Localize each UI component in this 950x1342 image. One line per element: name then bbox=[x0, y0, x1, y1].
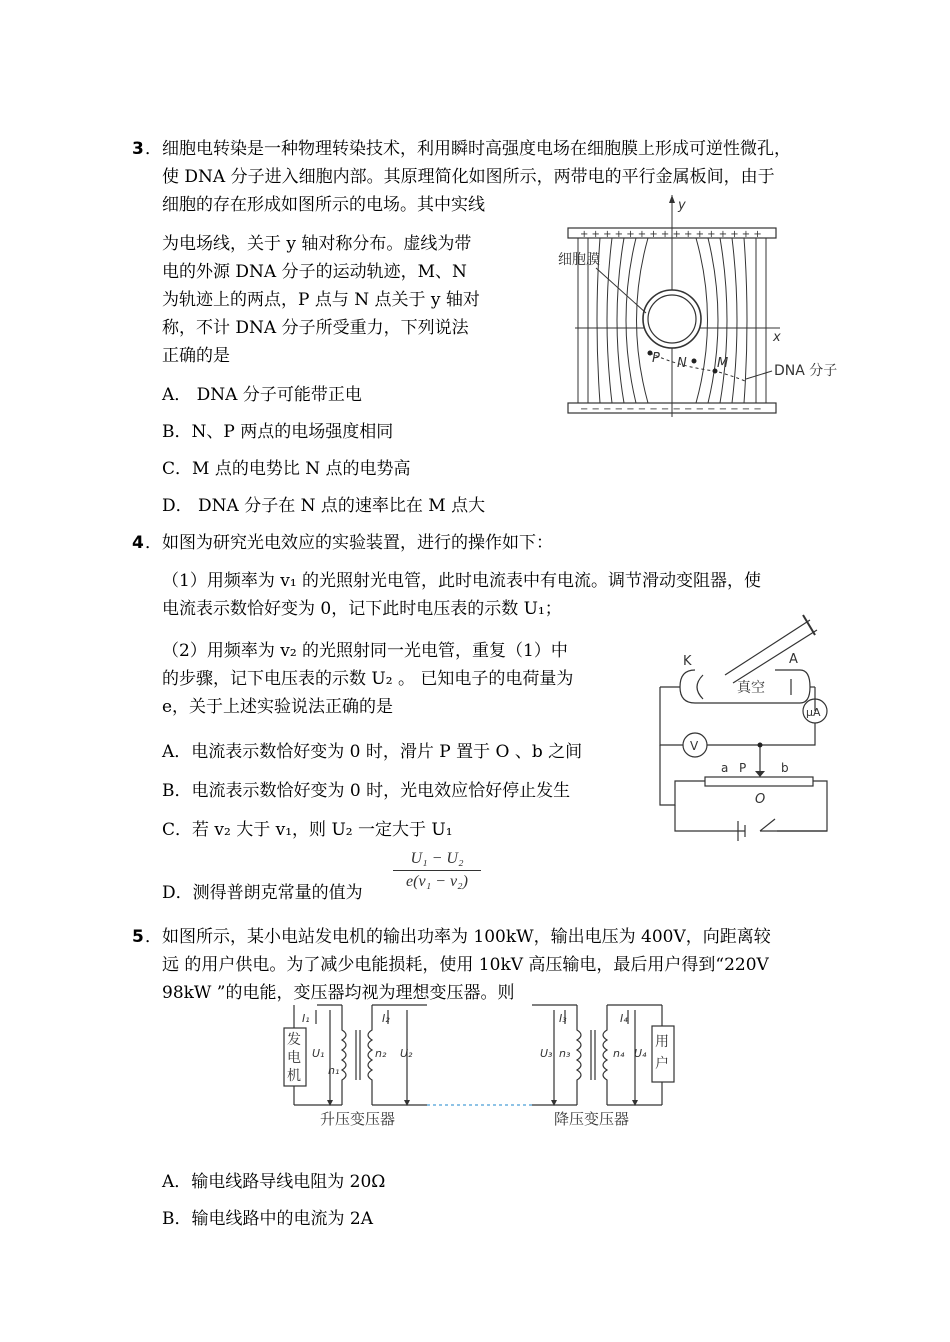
electric-field-figure bbox=[550, 195, 850, 420]
q5-line3: 98kW ”的电能，变压器均视为理想变压器。则 bbox=[162, 983, 515, 1003]
voltmeter-label: V bbox=[690, 739, 699, 753]
generator-char-2: 电 bbox=[287, 1050, 301, 1066]
q3-line2: 使 DNA 分子进入细胞内部。其原理简化如图所示，两带电的平行金属板间，由于 bbox=[162, 167, 775, 187]
svg-text:+ + + + + + + + + + + + + + +: + + + + + + + + + + + + + + + + bbox=[580, 229, 762, 240]
q3-line3: 细胞的存在形成如图所示的电场。其中实线 bbox=[162, 195, 485, 215]
u1-label: U₁ bbox=[312, 1047, 325, 1060]
q3-option-d[interactable]: D． DNA 分子在 N 点的速率比在 M 点大 bbox=[162, 496, 486, 516]
q3-line6: 为轨迹上的两点，P 点与 N 点关于 y 轴对 bbox=[162, 290, 480, 310]
q4-step2c: e，关于上述实验说法正确的是 bbox=[162, 697, 394, 717]
n3-label: n₃ bbox=[559, 1047, 571, 1060]
q3-option-a[interactable]: A． DNA 分子可能带正电 bbox=[162, 385, 362, 405]
generator-char-3: 机 bbox=[287, 1068, 301, 1084]
anode-label: A bbox=[789, 652, 798, 667]
svg-text:− − − − − − − − − − − − − − −: − − − − − − − − − − − − − − − − bbox=[580, 404, 762, 415]
q3-line4: 为电场线，关于 y 轴对称分布。虚线为带 bbox=[162, 234, 472, 254]
q4-option-c[interactable]: C．若 v₂ 大于 v₁，则 U₂ 一定大于 U₁ bbox=[162, 820, 453, 840]
q3-line1: ．细胞电转染是一种物理转染技术，利用瞬时高强度电场在细胞膜上形成可逆性微孔， bbox=[145, 139, 791, 159]
q3-line5: 电的外源 DNA 分子的运动轨迹，M、N bbox=[162, 262, 467, 282]
q4-number: 4 bbox=[132, 533, 144, 553]
u3-label: U₃ bbox=[540, 1047, 553, 1060]
q5-option-b[interactable]: B．输电线路中的电流为 2A bbox=[162, 1209, 373, 1229]
q4-option-a[interactable]: A．电流表示数恰好变为 0 时，滑片 P 置于 O 、b 之间 bbox=[162, 742, 583, 762]
point-m-label: M bbox=[717, 356, 729, 371]
q3-number: 3 bbox=[132, 139, 144, 159]
q5-number: 5 bbox=[132, 927, 144, 947]
u4-label: U₄ bbox=[634, 1047, 647, 1060]
dna-label: DNA 分子 bbox=[774, 363, 838, 379]
fraction-numerator: U₁ − U₂ bbox=[410, 850, 464, 867]
membrane-label: 细胞膜 bbox=[558, 252, 600, 268]
q3-line7: 称，不计 DNA 分子所受重力，下列说法 bbox=[162, 318, 469, 338]
y-axis-label: y bbox=[678, 198, 686, 213]
slider-p-label: P bbox=[739, 761, 747, 775]
q5-option-a[interactable]: A．输电线路导线电阻为 20Ω bbox=[162, 1172, 386, 1192]
n4-label: n₄ bbox=[613, 1047, 625, 1060]
point-o-label: O bbox=[755, 792, 766, 807]
q4-step1b: 电流表示数恰好变为 0，记下此时电压表的示数 U₁； bbox=[162, 599, 562, 619]
q3-line8: 正确的是 bbox=[162, 346, 230, 366]
point-n-label: N bbox=[677, 356, 687, 371]
planck-fraction bbox=[393, 850, 481, 891]
step-down-label: 降压变压器 bbox=[554, 1110, 630, 1128]
i4-label: I₄ bbox=[620, 1012, 628, 1025]
i2-label: I₂ bbox=[382, 1012, 390, 1025]
q4-option-d[interactable]: D．测得普朗克常量的值为 bbox=[162, 883, 363, 903]
i3-label: I₃ bbox=[559, 1012, 567, 1025]
user-char-1: 用 bbox=[655, 1034, 669, 1050]
q5-line2: 远 的用户供电。为了减少电能损耗，使用 10kV 高压输电，最后用户得到“220V bbox=[162, 955, 769, 975]
vacuum-label: 真空 bbox=[737, 680, 765, 696]
cathode-label: K bbox=[683, 654, 692, 669]
u2-label: U₂ bbox=[400, 1047, 413, 1060]
generator-char-1: 发 bbox=[287, 1032, 301, 1048]
q3-option-b[interactable]: B．N、P 两点的电场强度相同 bbox=[162, 422, 394, 442]
user-char-2: 户 bbox=[655, 1056, 669, 1072]
step-up-label: 升压变压器 bbox=[320, 1110, 396, 1128]
q3-option-c[interactable]: C．M 点的电势比 N 点的电势高 bbox=[162, 459, 411, 479]
q4-step2a: （2）用频率为 v₂ 的光照射同一光电管，重复（1）中 bbox=[162, 641, 568, 661]
q4-option-b[interactable]: B．电流表示数恰好变为 0 时，光电效应恰好停止发生 bbox=[162, 781, 571, 801]
point-p-label: P bbox=[652, 351, 660, 366]
q4-step2b: 的步骤，记下电压表的示数 U₂ 。 已知电子的电荷量为 bbox=[162, 669, 574, 689]
i1-label: I₁ bbox=[302, 1012, 310, 1025]
q5-line1: ．如图所示，某小电站发电机的输出功率为 100kW，输出电压为 400V，向距离较 bbox=[145, 927, 771, 947]
q4-step1a: （1）用频率为 v₁ 的光照射光电管，此时电流表中有电流。调节滑动变阻器，使 bbox=[162, 571, 762, 591]
n2-label: n₂ bbox=[375, 1047, 387, 1060]
microammeter-label: μA bbox=[806, 706, 821, 719]
terminal-b-label: b bbox=[781, 761, 789, 775]
photoelectric-circuit-figure bbox=[655, 605, 835, 865]
power-transmission-figure bbox=[272, 1000, 692, 1135]
fraction-denominator: e(v₁ − v₂) bbox=[406, 873, 468, 890]
n1-label: n₁ bbox=[328, 1064, 340, 1077]
q4-line1: ．如图为研究光电效应的实验装置，进行的操作如下： bbox=[145, 533, 553, 553]
x-axis-label: x bbox=[773, 330, 781, 345]
terminal-a-label: a bbox=[721, 761, 729, 775]
